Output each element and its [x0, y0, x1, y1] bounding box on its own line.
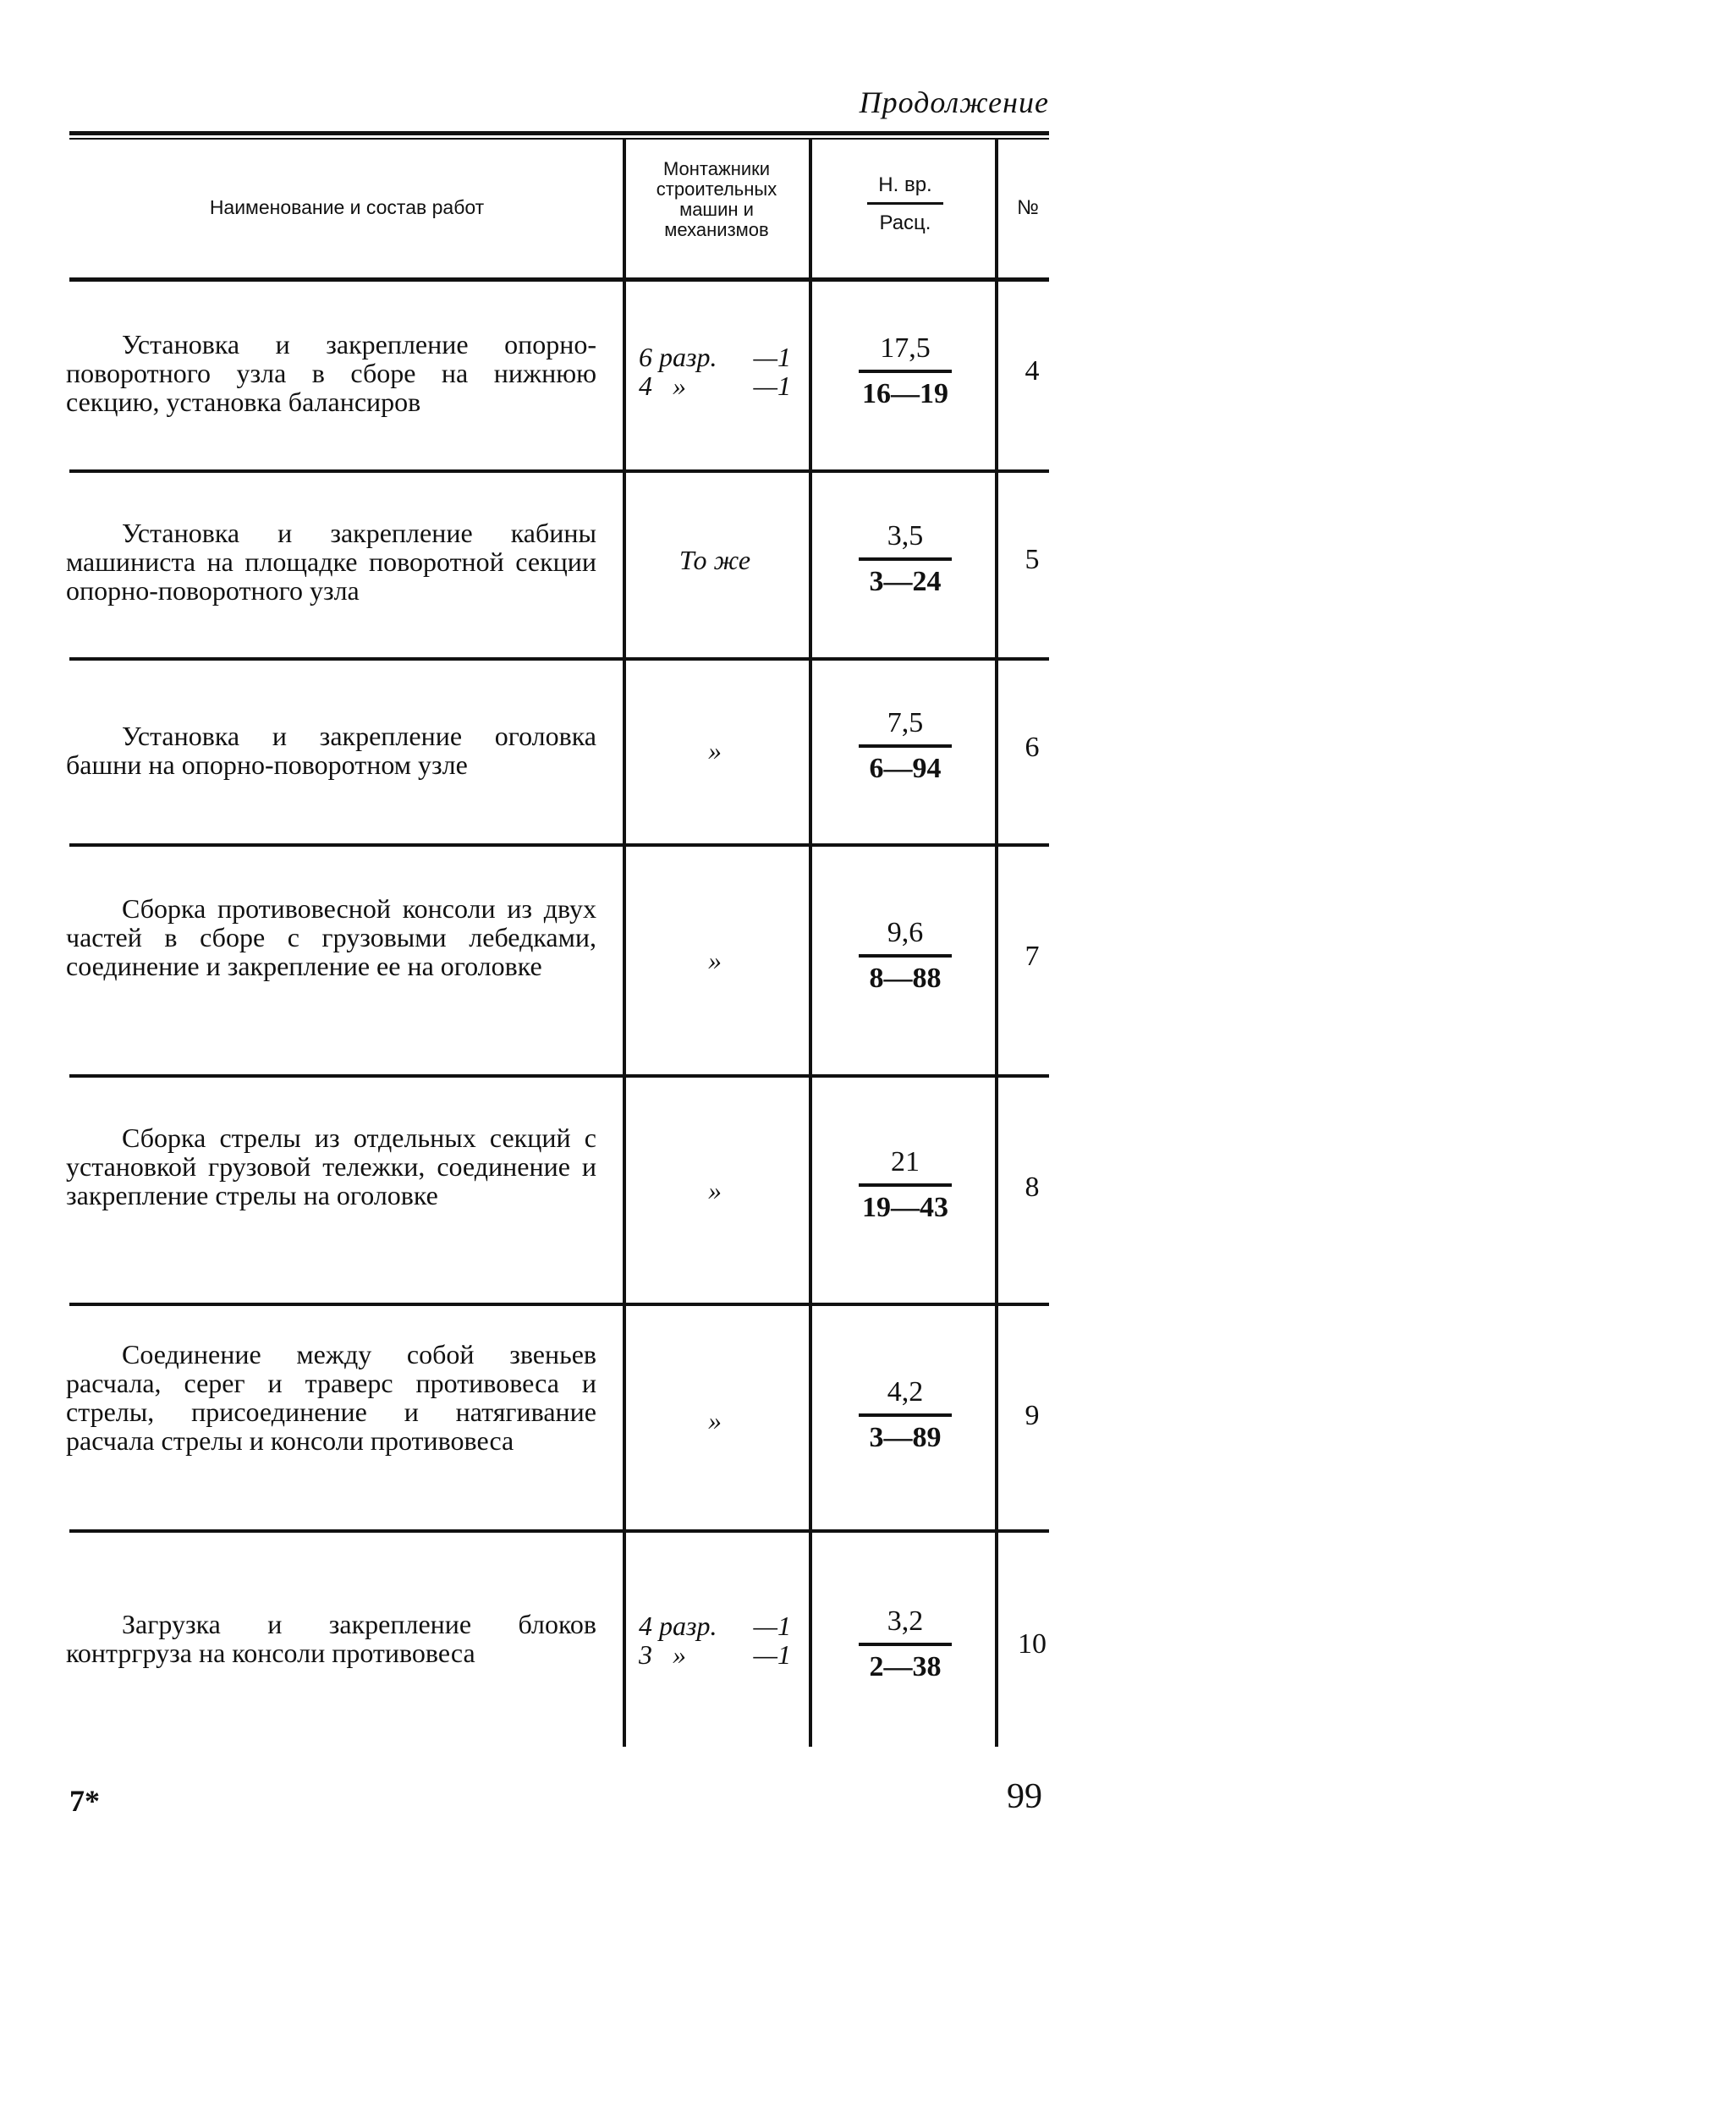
norm-time: 3,2	[887, 1605, 924, 1637]
continuation-label: Продолжение	[859, 85, 1049, 119]
row-rule	[69, 1074, 1049, 1078]
workers-count: —1	[753, 342, 791, 372]
row-workers	[639, 343, 791, 400]
norm-time: 3,5	[887, 520, 924, 552]
header-name: Наименование и состав работ	[209, 196, 485, 218]
row-rule	[69, 469, 1049, 473]
workers-grade: 4 »	[639, 370, 686, 401]
row-workers: »	[708, 735, 722, 766]
row-rate	[825, 332, 986, 410]
header-rate-top: Н. вр.	[878, 173, 932, 196]
table-top-rule	[69, 131, 1049, 135]
row-rate	[825, 1605, 986, 1683]
column-divider-1	[623, 140, 626, 1747]
workers-grade: 3 »	[639, 1639, 686, 1670]
row-workers	[639, 1611, 791, 1669]
row-number: 7	[1025, 941, 1040, 972]
row-description: Загрузка и закрепление блоков контргруза на консоли противовеса	[66, 1609, 596, 1668]
row-number: 10	[1018, 1628, 1047, 1660]
fraction-bar	[859, 744, 952, 748]
row-description: Установка и закрепление оголовка башни на опорно-поворотном узле	[66, 721, 596, 780]
row-number: 4	[1025, 355, 1040, 387]
rate-value: 8—88	[869, 963, 942, 994]
row-rate	[825, 1146, 986, 1224]
row-rule	[69, 657, 1049, 661]
row-workers: »	[708, 1405, 722, 1435]
rate-value: 2—38	[869, 1651, 942, 1682]
row-description: Сборка стрелы из отдельных секций с установкой грузовой тележки, соединение и закрепление стрелы на оголовке	[66, 1122, 596, 1210]
header-rate-bottom: Расц.	[879, 211, 931, 234]
row-number: 6	[1025, 732, 1040, 763]
workers-count: —1	[753, 1639, 791, 1670]
row-workers: »	[708, 945, 722, 975]
row-number: 9	[1025, 1400, 1040, 1431]
workers-grade: 6 разр.	[639, 342, 717, 372]
norm-time: 21	[891, 1146, 920, 1177]
row-rule	[69, 1529, 1049, 1533]
row-number: 5	[1025, 544, 1040, 575]
signature-mark: 7*	[69, 1784, 100, 1818]
row-number: 8	[1025, 1172, 1040, 1203]
rate-value: 3—89	[869, 1422, 942, 1453]
row-description: Сборка противовесной консоли из двух частей в сборе с грузовыми лебедками, соединение и закрепление ее на оголовке	[66, 893, 596, 981]
table-top-rule-thin	[69, 138, 1049, 140]
norm-time: 9,6	[887, 917, 924, 948]
header-rate	[825, 173, 986, 235]
row-rate	[825, 1376, 986, 1454]
rate-value: 19—43	[862, 1192, 948, 1223]
column-divider-3	[995, 140, 998, 1747]
header-workers: Монтажники строительных машин и механизмов	[656, 158, 777, 240]
column-divider-2	[809, 140, 812, 1747]
workers-count: —1	[753, 370, 791, 401]
fraction-bar	[859, 1183, 952, 1187]
row-rate	[825, 520, 986, 598]
fraction-bar	[859, 1643, 952, 1646]
norm-time: 7,5	[887, 707, 924, 738]
page-number: 99	[1007, 1777, 1042, 1816]
row-description: Соединение между собой звеньев расчала, серег и траверс противовеса и стрелы, присоединение и натягивание расчала стрелы и консоли противовеса	[66, 1339, 596, 1456]
workers-grade: 4 разр.	[639, 1611, 717, 1641]
row-workers: То же	[678, 545, 751, 575]
fraction-bar	[859, 1413, 952, 1417]
fraction-bar	[859, 954, 952, 958]
row-rule	[69, 1303, 1049, 1306]
header-rate-bar	[867, 202, 943, 205]
row-rule	[69, 843, 1049, 847]
rate-value: 3—24	[869, 566, 942, 597]
norm-time: 4,2	[887, 1376, 924, 1408]
row-rate	[825, 707, 986, 785]
norm-time: 17,5	[880, 332, 931, 364]
fraction-bar	[859, 557, 952, 561]
rate-value: 16—19	[862, 378, 948, 409]
row-description: Установка и закрепление опорно-поворотного узла в сборе на нижнюю секцию, установка балансиров	[66, 329, 596, 417]
fraction-bar	[859, 370, 952, 373]
row-description: Установка и закрепление кабины машиниста на площадке поворотной секции опорно-поворотного узла	[66, 518, 596, 606]
header-rule	[69, 277, 1049, 282]
workers-count: —1	[753, 1611, 791, 1641]
header-number: №	[1017, 196, 1039, 219]
row-workers: »	[708, 1175, 722, 1205]
rate-value: 6—94	[869, 753, 942, 784]
row-rate	[825, 917, 986, 995]
